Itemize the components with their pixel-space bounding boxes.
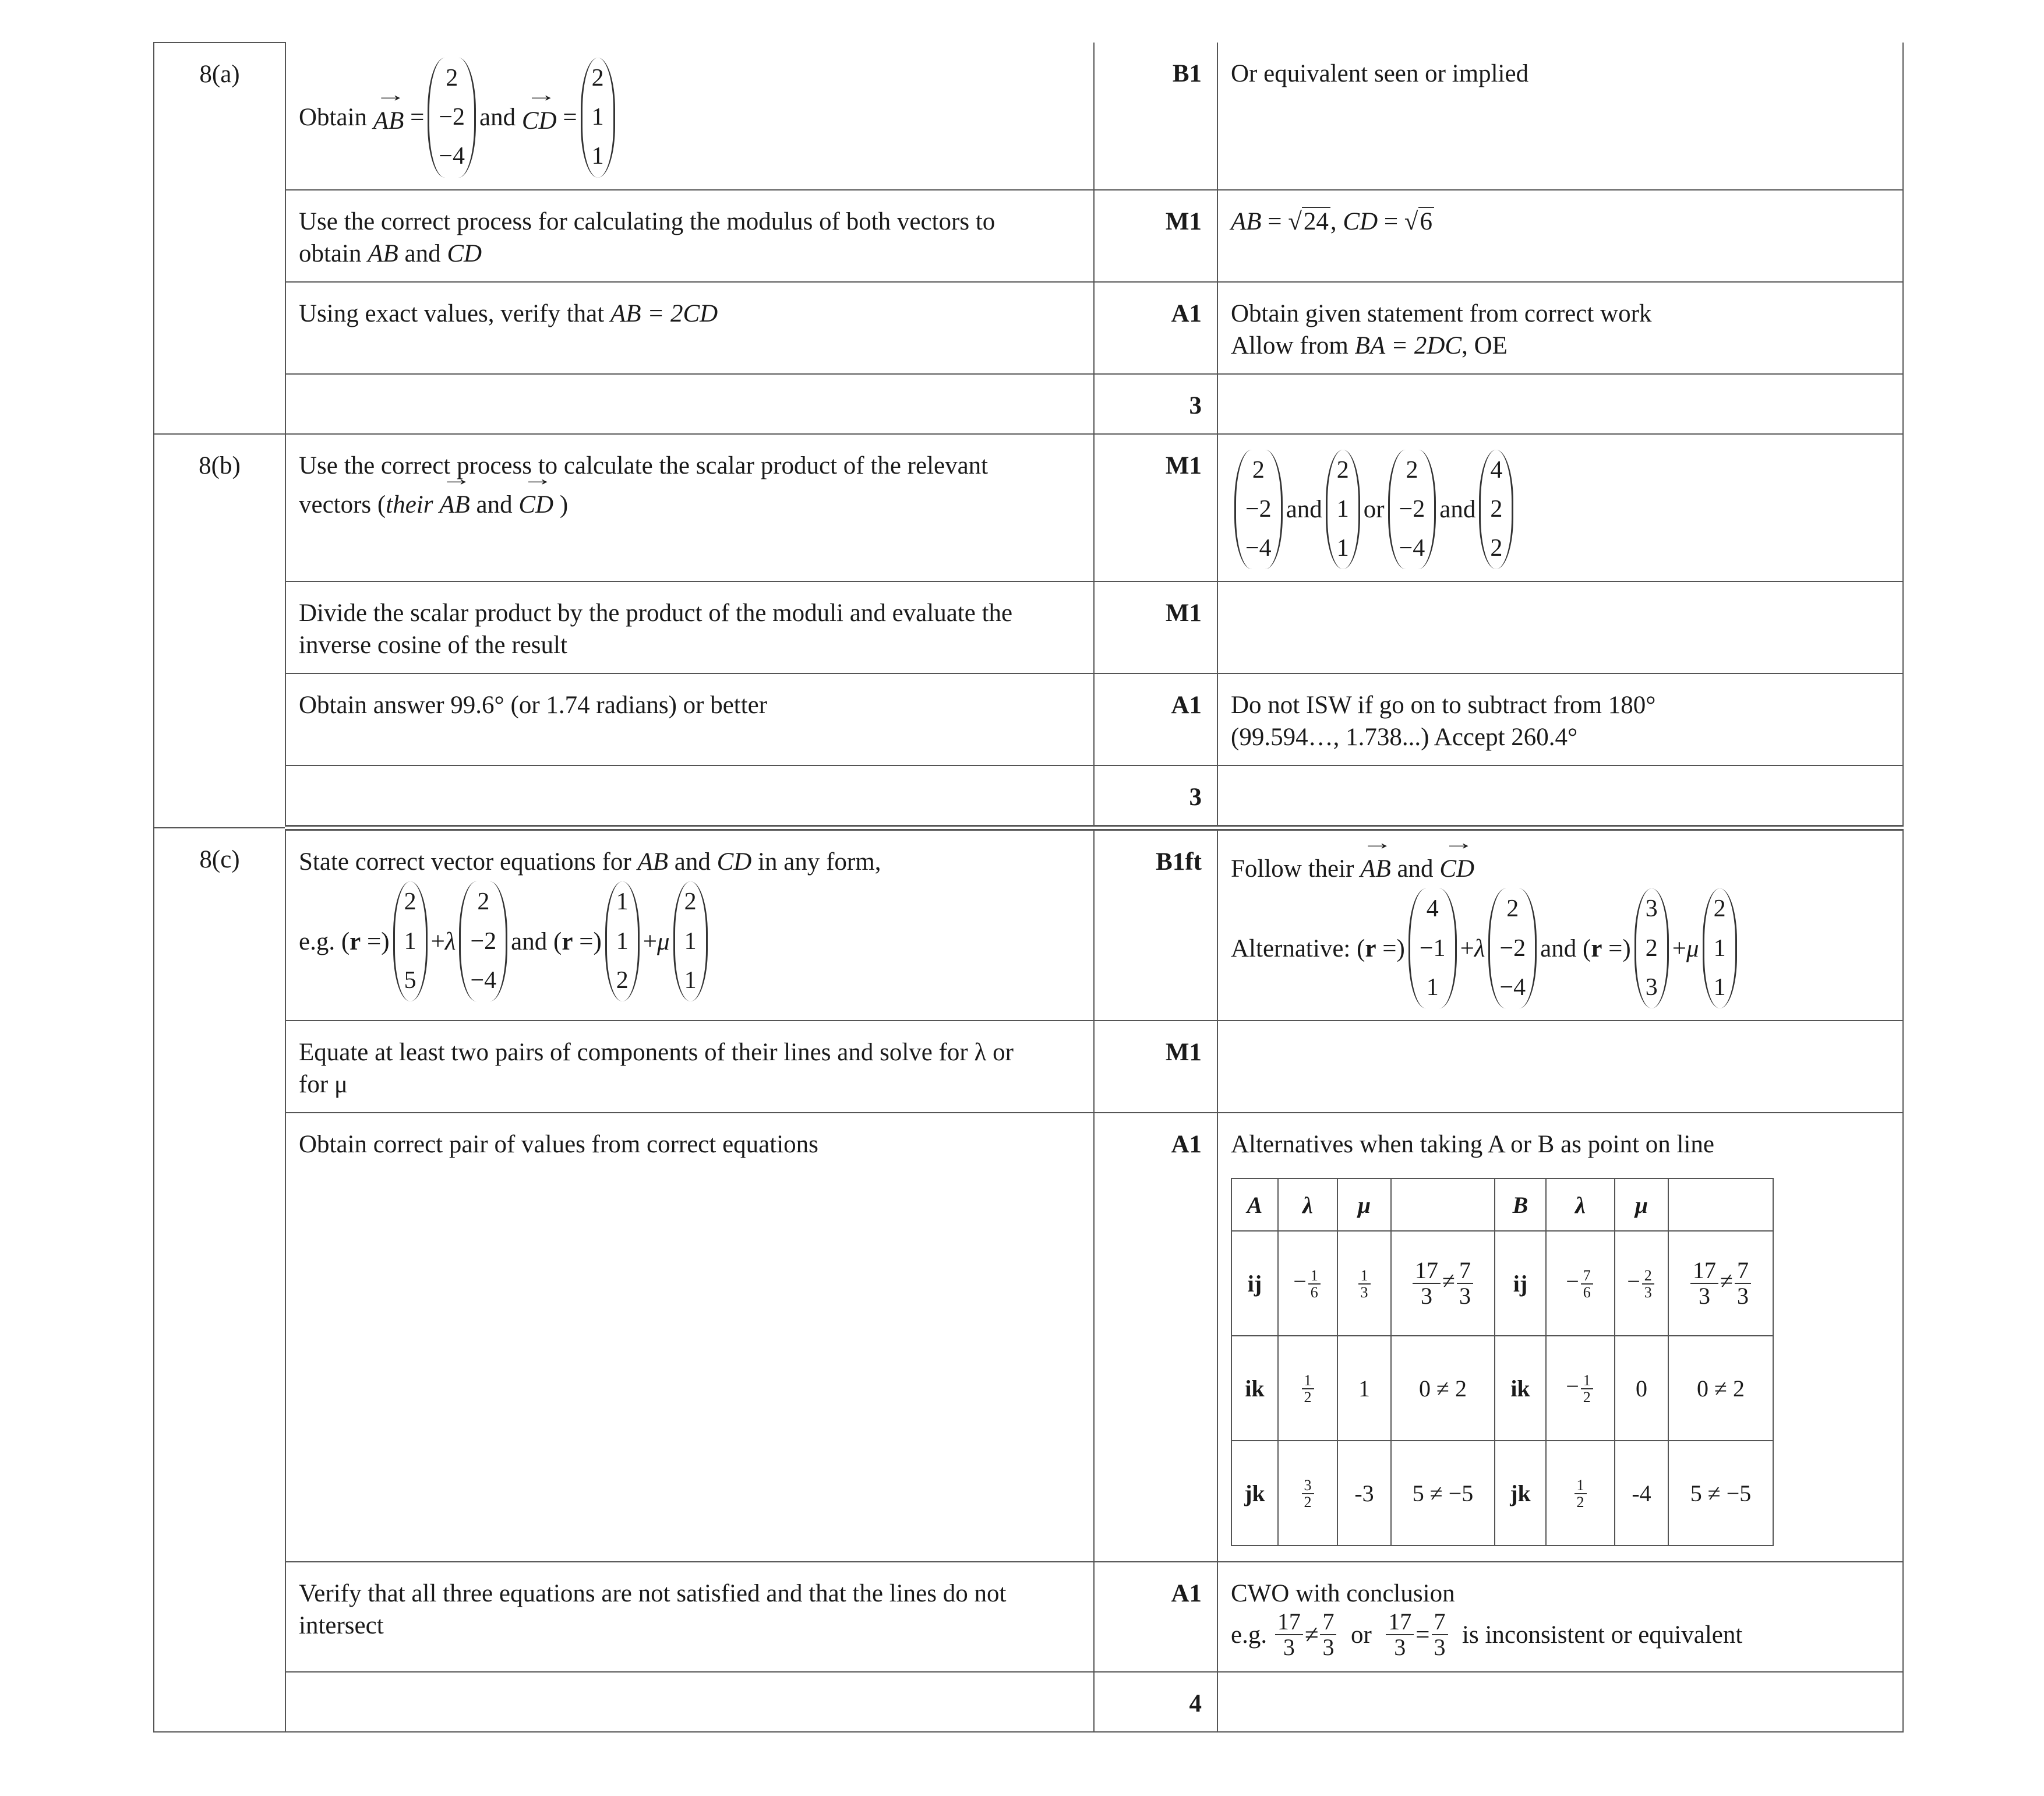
guidance-cell: Do not ISW if go on to subtract from 180° (99.594…, 1.738...) Accept 260.4° bbox=[1217, 673, 1903, 765]
column-vector-ab: 2 −2 −4 bbox=[428, 58, 476, 178]
guidance-cell: Follow their → AB and → CD Alternative: ( r =) 4 −1 1 + λ 2 −2 −4 and ( r =) 3 2 3 + μ 2 1 1 bbox=[1217, 828, 1903, 1021]
mark-cell: M1 bbox=[1094, 434, 1217, 582]
question-number: 8(a) bbox=[154, 43, 285, 190]
column-vector: 1 1 2 bbox=[605, 881, 640, 1001]
mark-scheme-sheet bbox=[153, 42, 1902, 1733]
guidance-cell-empty bbox=[1217, 581, 1903, 673]
question-number: 8(b) bbox=[154, 434, 285, 582]
question-number: 8(c) bbox=[154, 828, 285, 1021]
column-vector-cd: 2 1 1 bbox=[581, 58, 615, 178]
row-8b-3 bbox=[154, 673, 1903, 765]
answer-cell-empty bbox=[285, 1672, 1094, 1732]
alternatives-header: A λ μ B λ μ bbox=[1231, 1178, 1773, 1231]
question-number-empty bbox=[154, 765, 285, 828]
total-marks: 3 bbox=[1094, 374, 1217, 434]
alternatives-table bbox=[1231, 1178, 1774, 1546]
answer-text: Use the correct process for calculating the modulus of both vectors to bbox=[299, 207, 995, 235]
guidance-cell: AB = √24, CD = √6 bbox=[1217, 190, 1903, 282]
answer-text: Obtain bbox=[299, 104, 368, 132]
alternatives-row-ik: ik $\frac{1}{2}$ 1 0 ≠ 2 ik − $\frac{1}{2}$ 0 0 ≠ 2 bbox=[1231, 1336, 1773, 1441]
row-8c-1 bbox=[154, 828, 1903, 1021]
alternatives-row-jk: jk $\frac{3}{2}$ -3 5 ≠ −5 jk $\frac{1}{2}$ -4 5 ≠ −5 bbox=[1231, 1441, 1773, 1546]
mark-cell: A1 bbox=[1094, 673, 1217, 765]
row-8b-2 bbox=[154, 581, 1903, 673]
question-number-empty bbox=[154, 673, 285, 765]
question-number-empty bbox=[154, 1562, 285, 1672]
column-vector: 2 −2 −4 bbox=[1488, 888, 1537, 1008]
vector-cd: → CD bbox=[518, 482, 553, 521]
guidance-cell-empty bbox=[1217, 1672, 1903, 1732]
column-vector: 3 2 3 bbox=[1635, 888, 1669, 1008]
question-number-empty bbox=[154, 1113, 285, 1562]
mark-cell: B1ft bbox=[1094, 828, 1217, 1021]
answer-cell: Obtain correct pair of values from correct equations bbox=[285, 1113, 1094, 1562]
row-8c-total bbox=[154, 1672, 1903, 1732]
row-8b-total bbox=[154, 765, 1903, 828]
column-vector: 4 −1 1 bbox=[1408, 888, 1457, 1008]
row-8a-3 bbox=[154, 282, 1903, 374]
guidance-cell: 2 −2 −4 and 2 1 1 or 2 −2 −4 and 4 2 2 bbox=[1217, 434, 1903, 582]
vector-ab: → AB bbox=[439, 482, 470, 521]
answer-cell: Obtain answer 99.6° (or 1.74 radians) or better bbox=[285, 673, 1094, 765]
mark-cell: B1 bbox=[1094, 43, 1217, 190]
alternatives-row-ij: ij − $\frac{1}{6}$ $\frac{1}{3}$ $\frac{17}{3}$ ≠ $\frac{7}{3}$ ij − $\frac{7}{6}$ − $\frac{2}{3}$ $\frac{17}{3}$ ≠ $\frac{7}{3}$ bbox=[1231, 1231, 1773, 1336]
equals-sign: = bbox=[410, 104, 425, 132]
vector-cd: → CD bbox=[1439, 846, 1474, 885]
guidance-cell-empty bbox=[1217, 1021, 1903, 1113]
sqrt-24: √24 bbox=[1288, 206, 1330, 238]
row-8c-3 bbox=[154, 1113, 1903, 1562]
column-vector: 2 1 1 bbox=[673, 881, 708, 1001]
guidance-cell: Alternatives when taking A or B as point on line A λ μ B λ μ ij − $\frac{1}{6}$ $\frac{1}{3}$ $\frac{17}{3}$ ≠ $\frac{7}{3}$ ij − $\frac{7}{6}$ − $\frac{2}{3}$ $\frac{17}{3}$ ≠ $\frac{7}{3}$ ik $\frac{1}{2}$ 1 0 ≠ 2 ik − $\frac{1}{2}$ 0 0 ≠ 2 jk $\frac{3}{2}$ -3 5 ≠ −5 jk $\frac{1}{2}$ -4 5 ≠ −5 bbox=[1217, 1113, 1903, 1562]
sqrt-6: √6 bbox=[1404, 206, 1434, 238]
guidance-cell: Obtain given statement from correct work Allow from BA = 2DC, OE bbox=[1217, 282, 1903, 374]
column-vector: 2 −2 −4 bbox=[1388, 450, 1436, 570]
row-8b-1 bbox=[154, 434, 1903, 582]
column-vector: 2 1 1 bbox=[1703, 888, 1737, 1008]
guidance-cell-empty bbox=[1217, 374, 1903, 434]
vector-cd: → CD bbox=[522, 98, 557, 137]
guidance-cell: Or equivalent seen or implied bbox=[1217, 43, 1903, 190]
answer-cell bbox=[285, 43, 1094, 190]
answer-cell: Verify that all three equations are not satisfied and that the lines do not intersect bbox=[285, 1562, 1094, 1672]
answer-cell: Use the correct process to calculate the scalar product of the relevant vectors (their → AB and → CD ) bbox=[285, 434, 1094, 582]
and-text: and bbox=[479, 104, 516, 132]
mark-cell: M1 bbox=[1094, 581, 1217, 673]
vector-ab: → AB bbox=[1360, 846, 1391, 885]
row-8c-4 bbox=[154, 1562, 1903, 1672]
guidance-cell-empty bbox=[1217, 765, 1903, 828]
answer-cell: Equate at least two pairs of components of their lines and solve for λ or for μ bbox=[285, 1021, 1094, 1113]
question-number-empty bbox=[154, 1021, 285, 1113]
mark-cell: M1 bbox=[1094, 1021, 1217, 1113]
total-marks: 3 bbox=[1094, 765, 1217, 828]
mark-scheme-table bbox=[153, 42, 1904, 1733]
answer-cell: Divide the scalar product by the product of the moduli and evaluate the inverse cosine of the result bbox=[285, 581, 1094, 673]
column-vector: 2 −2 −4 bbox=[1234, 450, 1283, 570]
total-marks: 4 bbox=[1094, 1672, 1217, 1732]
guidance-cell: CWO with conclusion e.g. $\frac{17}{3}$ ≠ $\frac{7}{3}$ or $\frac{17}{3}$ = $\frac{7}{3}$ is inconsistent or equivalent bbox=[1217, 1562, 1903, 1672]
answer-cell bbox=[285, 190, 1094, 282]
answer-cell-empty bbox=[285, 765, 1094, 828]
mark-cell: A1 bbox=[1094, 1113, 1217, 1562]
question-number-empty bbox=[154, 581, 285, 673]
column-vector: 2 1 1 bbox=[1326, 450, 1360, 570]
equals-sign: = bbox=[563, 104, 577, 132]
question-number-empty bbox=[154, 282, 285, 374]
answer-text-line2: obtain AB and CD bbox=[299, 239, 482, 267]
question-number-empty bbox=[154, 1672, 285, 1732]
question-number-empty bbox=[154, 190, 285, 282]
mark-cell: M1 bbox=[1094, 190, 1217, 282]
question-number-empty bbox=[154, 374, 285, 434]
column-vector: 4 2 2 bbox=[1479, 450, 1513, 570]
mark-cell: A1 bbox=[1094, 1562, 1217, 1672]
column-vector: 2 −2 −4 bbox=[459, 881, 507, 1001]
column-vector: 2 1 5 bbox=[393, 881, 428, 1001]
row-8a-total bbox=[154, 374, 1903, 434]
answer-cell-empty bbox=[285, 374, 1094, 434]
mark-cell: A1 bbox=[1094, 282, 1217, 374]
vector-ab: → AB bbox=[373, 98, 404, 137]
answer-cell: Using exact values, verify that AB = 2CD bbox=[285, 282, 1094, 374]
row-8a-1 bbox=[154, 43, 1903, 190]
row-8c-2 bbox=[154, 1021, 1903, 1113]
row-8a-2 bbox=[154, 190, 1903, 282]
answer-cell: State correct vector equations for AB and CD in any form, e.g. ( r =) 2 1 5 + λ 2 −2 −4 and ( r =) 1 1 2 + μ 2 1 1 bbox=[285, 828, 1094, 1021]
